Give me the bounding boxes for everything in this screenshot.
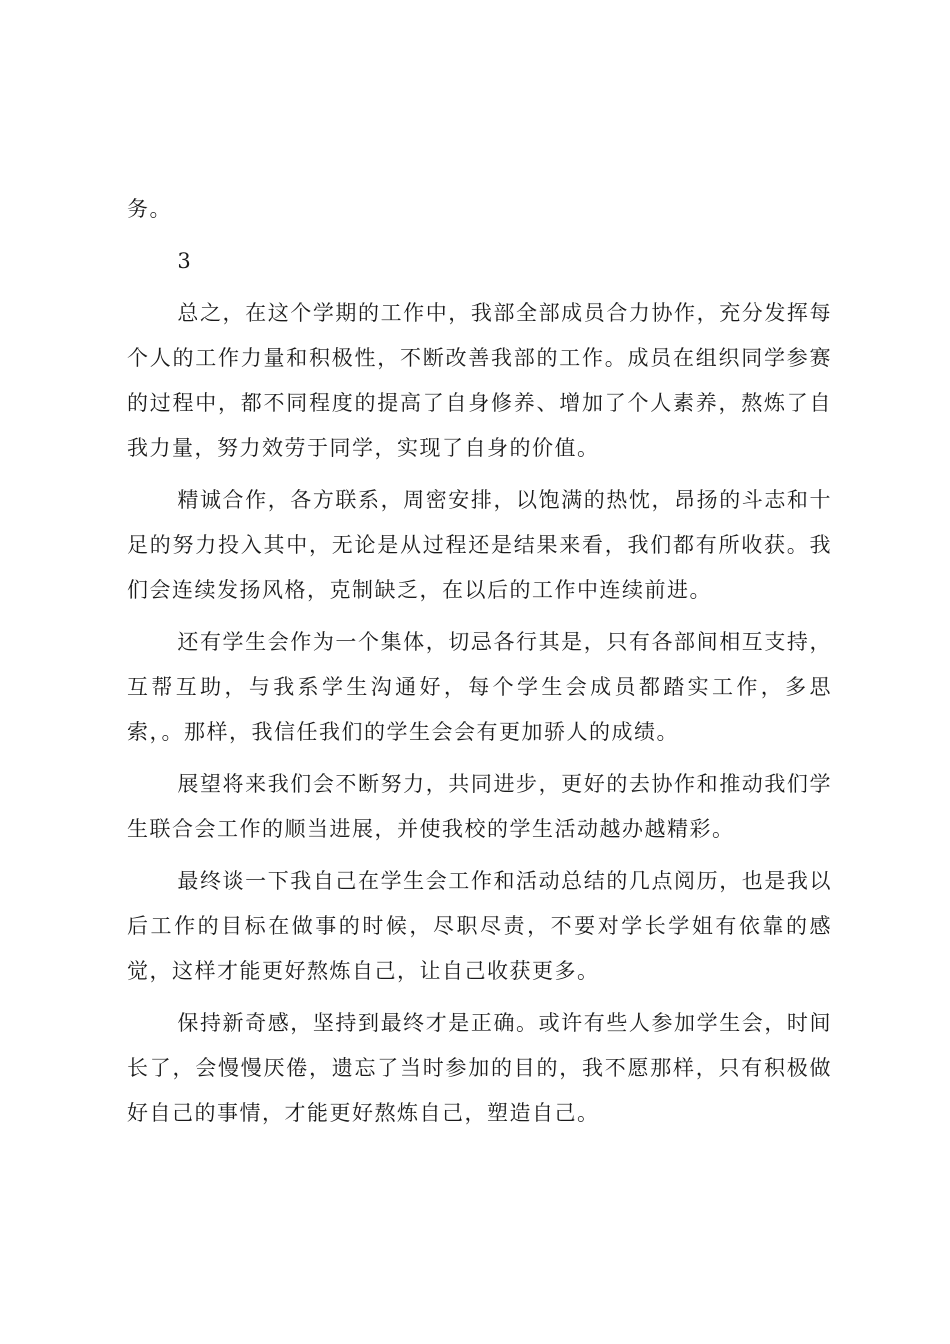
paragraph: 保持新奇感，坚持到最终才是正确。或许有些人参加学生会，时间长了，会慢慢厌倦，遗忘了当时参加的目的，我不愿那样，只有积极做好自己的事情，才能更好熬炼自己，塑造自己。 (127, 1011, 832, 1125)
paragraph: 最终谈一下我自己在学生会工作和活动总结的几点阅历，也是我以后工作的目标在做事的时候，尽职尽责，不要对学长学姐有依靠的感觉，这样才能更好熬炼自己，让自己收获更多。 (127, 869, 832, 983)
opening-fragment: 务。 (127, 197, 172, 221)
paragraph: 还有学生会作为一个集体，切忌各行其是，只有各部间相互支持，互帮互助，与我系学生沟通好，每个学生会成员都踏实工作，多思索，。那样，我信任我们的学生会会有更加骄人的成绩。 (127, 630, 832, 744)
paragraph: 总之，在这个学期的工作中，我部全部成员合力协作，充分发挥每个人的工作力量和积极性，不断改善我部的工作。成员在组织同学参赛的过程中，都不同程度的提高了自身修养、增加了个人素养，熬炼了自我力量，努力效劳于同学，实现了自身的价值。 (127, 301, 832, 460)
paragraph: 精诚合作，各方联系，周密安排，以饱满的热忱，昂扬的斗志和十足的努力投入其中，无论是从过程还是结果来看，我们都有所收获。我们会连续发扬风格，克制缺乏，在以后的工作中连续前进。 (127, 488, 832, 602)
section-number: 3 (177, 249, 193, 273)
paragraph: 展望将来我们会不断努力，共同进步，更好的去协作和推动我们学生联合会工作的顺当进展，并使我校的学生活动越办越精彩。 (127, 772, 832, 841)
document-body (127, 187, 832, 1143)
